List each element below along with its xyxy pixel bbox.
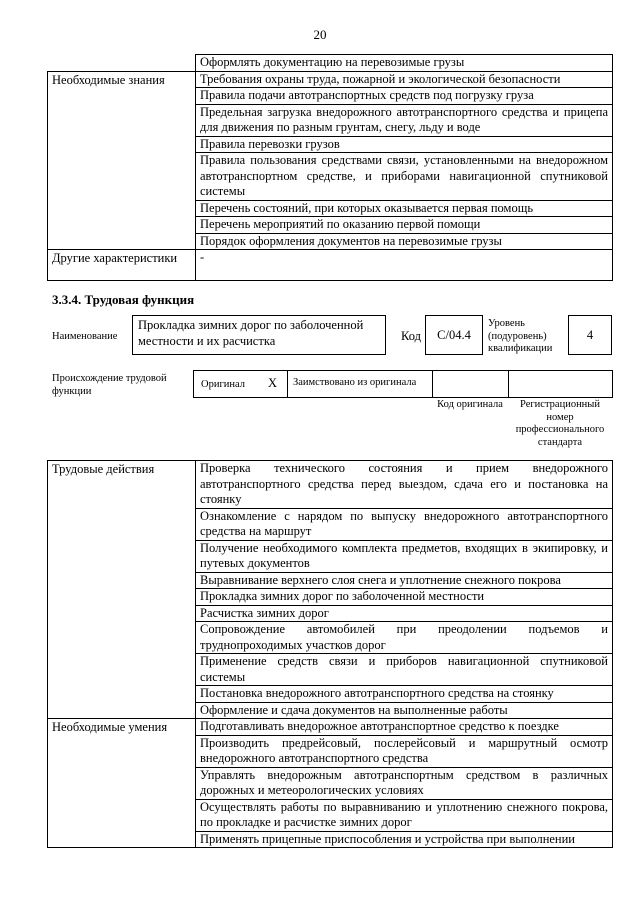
- action-item: Оформление и сдача документов на выполненные работы: [196, 702, 613, 719]
- skills-label: Необходимые умения: [48, 719, 196, 848]
- action-item: Проверка технического состояния и прием внедорожного автотранспортного средства перед выездом, сдача его и постановка на стоянку: [196, 461, 613, 509]
- action-item: Применение средств связи и приборов навигационной спутниковой системы: [196, 654, 613, 686]
- function-name-box: [132, 315, 386, 355]
- action-item: Постановка внедорожного автотранспортного средства на стоянку: [196, 686, 613, 703]
- knowledge-item: Перечень состояний, при которых оказывается первая помощь: [196, 200, 613, 217]
- code-box: [425, 315, 483, 355]
- knowledge-table: [47, 54, 613, 281]
- reg-number-caption: Регистрационный номер профессионального стандарта: [515, 399, 605, 448]
- knowledge-item: Требования охраны труда, пожарной и экологической безопасности: [196, 71, 613, 88]
- knowledge-item: Правила подачи автотранспортных средств под погрузку груза: [196, 88, 613, 105]
- action-item: Ознакомление с нарядом по выпуску внедорожного автотранспортного средства на маршрут: [196, 508, 613, 540]
- level-value: 4: [586, 328, 594, 342]
- actions-table: [47, 460, 613, 848]
- original-label: Оригинал: [201, 379, 245, 390]
- continuation-cell: Оформлять документацию на перевозимые грузы: [196, 55, 613, 72]
- function-name-value: Прокладка зимних дорог по заболоченной местности и их расчистка: [138, 318, 364, 348]
- knowledge-item: Правила перевозки грузов: [196, 136, 613, 153]
- divider: [287, 370, 288, 397]
- knowledge-item: Предельная загрузка внедорожного автотранспортного средства и прицепа для движения по разным грунтам, снегу, льду и воде: [196, 104, 613, 136]
- action-item: Расчистка зимних дорог: [196, 605, 613, 622]
- code-value: C/04.4: [437, 328, 471, 342]
- other-characteristics-label: Другие характеристики: [48, 250, 196, 281]
- skill-item: Осуществлять работы по выравниванию и уплотнению снежного покрова, по прокладке и расчистке зимних дорог: [196, 799, 613, 831]
- table-row: [48, 71, 613, 88]
- origin-label: Происхождение трудовой функции: [52, 373, 167, 397]
- level-box: [568, 315, 612, 355]
- skill-item: Производить предрейсовый, послерейсовый и маршрутный осмотр внедорожного автотранспортного средства: [196, 735, 613, 767]
- actions-label: Трудовые действия: [48, 461, 196, 719]
- knowledge-item: Правила пользования средствами связи, установленными на внедорожном автотранспортном средстве, и приборами навигационной спутниковой системы: [196, 153, 613, 201]
- code-original-caption: Код оригинала: [437, 399, 503, 410]
- divider: [508, 370, 509, 397]
- skill-item: Подготавливать внедорожное автотранспортное средство к поездке: [196, 719, 613, 736]
- action-item: Получение необходимого комплекта предметов, входящих в экипировку, и путевых документов: [196, 540, 613, 572]
- table-row: [48, 461, 613, 509]
- page-number: 20: [313, 27, 327, 42]
- skill-item: Управлять внедорожным автотранспортным средством в различных дорожных и метеорологических условиях: [196, 767, 613, 799]
- knowledge-item: Порядок оформления документов на перевозимые грузы: [196, 233, 613, 250]
- table-row: [48, 250, 613, 281]
- table-row: [48, 719, 613, 736]
- divider: [432, 370, 433, 397]
- level-label: Уровень (подуровень) квалификации: [488, 318, 553, 354]
- skill-item: Применять прицепные приспособления и устройства при выполнении: [196, 831, 613, 848]
- action-item: Выравнивание верхнего слоя снега и уплотнение снежного покрова: [196, 572, 613, 589]
- table-row: [48, 55, 613, 72]
- action-item: Прокладка зимних дорог по заболоченной местности: [196, 589, 613, 606]
- knowledge-label: Необходимые знания: [48, 71, 196, 250]
- knowledge-item: Перечень мероприятий по оказанию первой помощи: [196, 217, 613, 234]
- original-mark: X: [268, 376, 278, 390]
- name-label: Наименование: [52, 331, 118, 342]
- origin-box: [193, 370, 613, 398]
- code-label: Код: [401, 329, 421, 343]
- action-item: Сопровождение автомобилей при преодолении подъемов и труднопроходимых участков дорог: [196, 622, 613, 654]
- other-characteristics-value: -: [196, 250, 613, 281]
- borrowed-label: Заимствовано из оригинала: [293, 377, 417, 388]
- section-title: 3.3.4. Трудовая функция: [52, 292, 195, 307]
